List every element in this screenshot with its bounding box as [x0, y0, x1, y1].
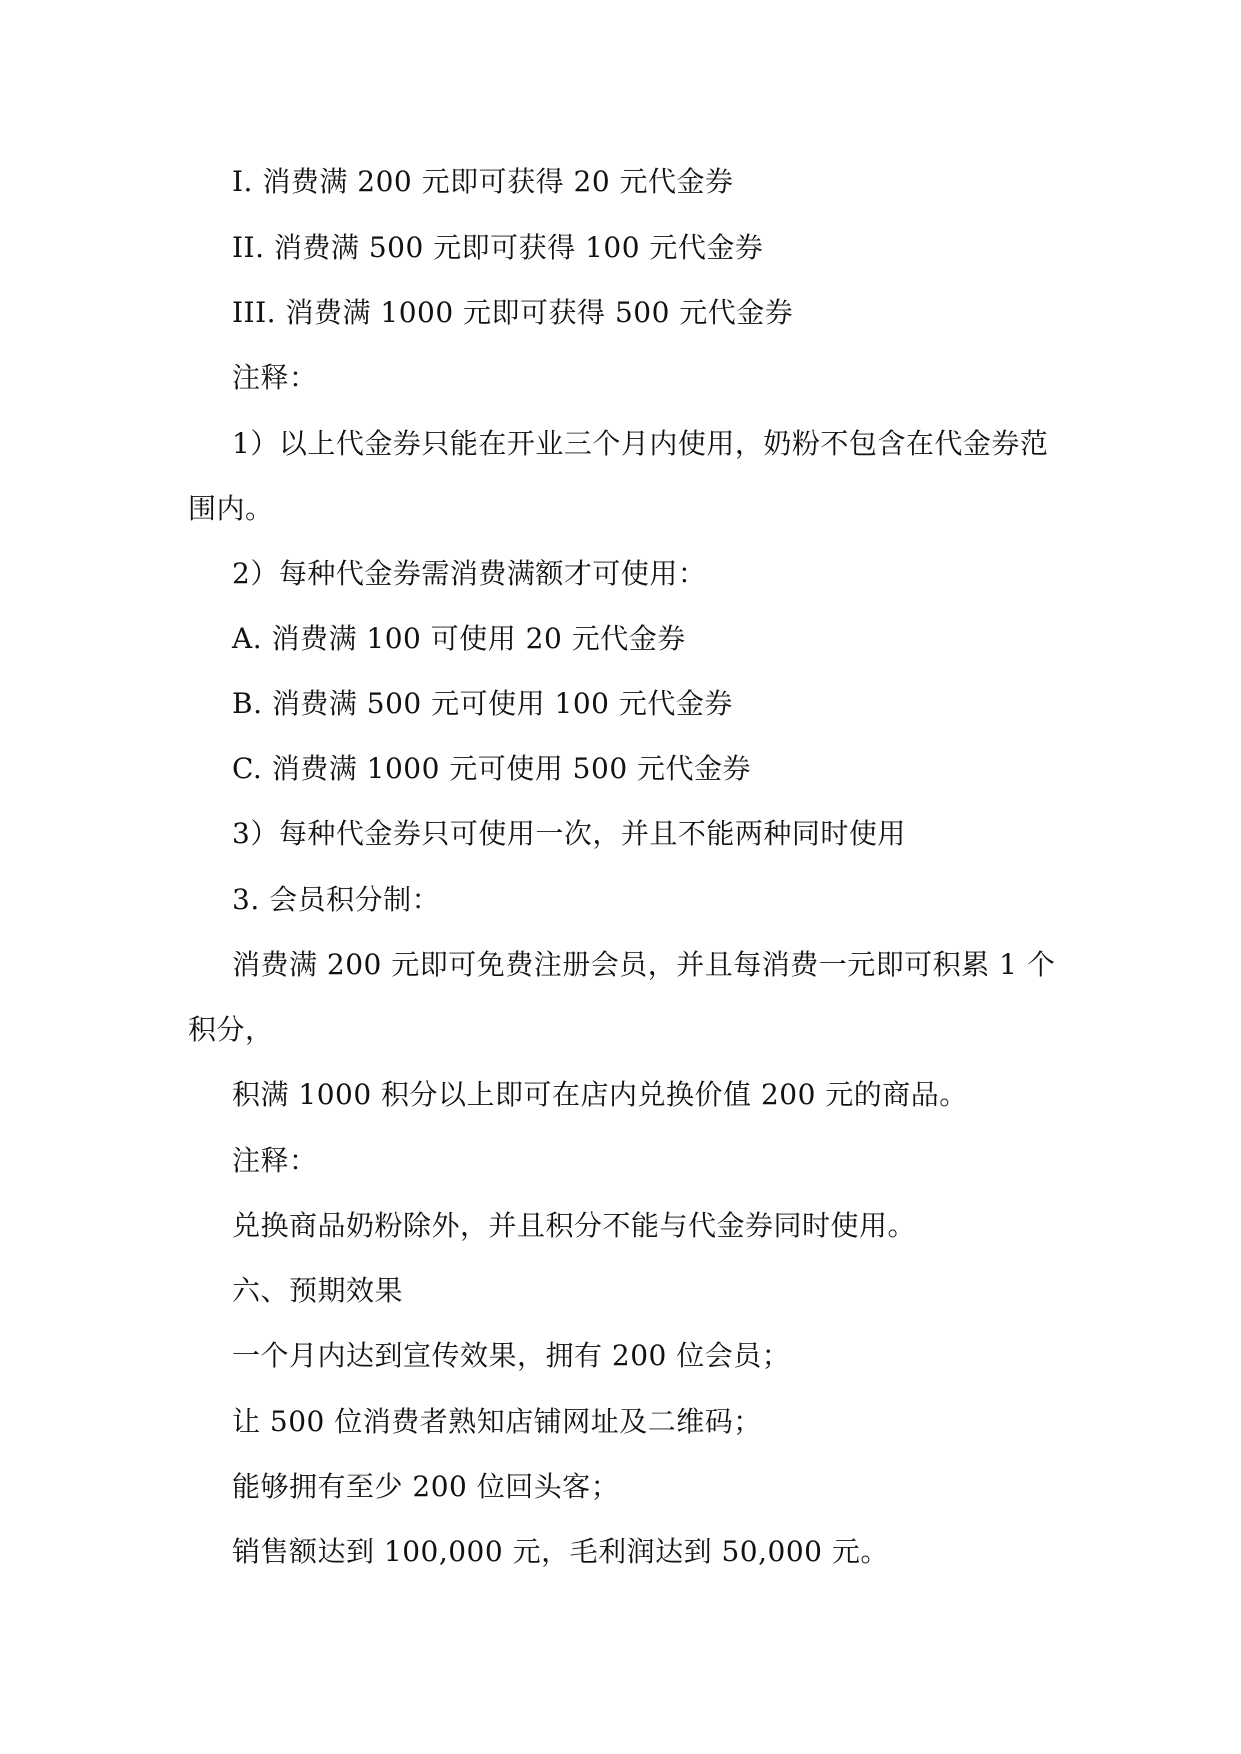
note-item-1: 1）以上代金券只能在开业三个月内使用，奶粉不包含在代金券范	[232, 427, 1049, 460]
note-heading-2: 注释：	[232, 1144, 318, 1177]
reward-tier-3: III. 消费满 1000 元即可获得 500 元代金券	[232, 296, 794, 329]
membership-paragraph: 消费满 200 元即可免费注册会员，并且每消费一元即可积累 1 个	[232, 948, 1056, 981]
goal-sales: 销售额达到 100,000 元，毛利润达到 50,000 元。	[232, 1535, 889, 1568]
usage-rule-c: C. 消费满 1000 元可使用 500 元代金券	[232, 752, 752, 785]
section-heading-membership: 3. 会员积分制：	[232, 883, 441, 916]
reward-tier-1: I. 消费满 200 元即可获得 20 元代金券	[232, 165, 734, 198]
goal-awareness: 让 500 位消费者熟知店铺网址及二维码；	[232, 1405, 762, 1438]
note-item-2: 2）每种代金券需消费满额才可使用：	[232, 557, 707, 590]
points-note: 兑换商品奶粉除外，并且积分不能与代金券同时使用。	[232, 1209, 917, 1242]
points-redemption: 积满 1000 积分以上即可在店内兑换价值 200 元的商品。	[232, 1078, 968, 1111]
membership-paragraph-continued: 积分，	[188, 1013, 274, 1046]
usage-rule-a: A. 消费满 100 可使用 20 元代金券	[232, 622, 686, 655]
note-heading-1: 注释：	[232, 361, 318, 394]
note-item-1-continued: 围内。	[188, 492, 274, 525]
reward-tier-2: II. 消费满 500 元即可获得 100 元代金券	[232, 231, 764, 264]
usage-rule-b: B. 消费满 500 元可使用 100 元代金券	[232, 687, 733, 720]
goal-repeat-customers: 能够拥有至少 200 位回头客；	[232, 1470, 620, 1503]
note-item-3: 3）每种代金券只可使用一次，并且不能两种同时使用	[232, 817, 906, 850]
goal-members: 一个月内达到宣传效果，拥有 200 位会员；	[232, 1339, 791, 1372]
section-heading-expected-results: 六、预期效果	[232, 1274, 404, 1307]
